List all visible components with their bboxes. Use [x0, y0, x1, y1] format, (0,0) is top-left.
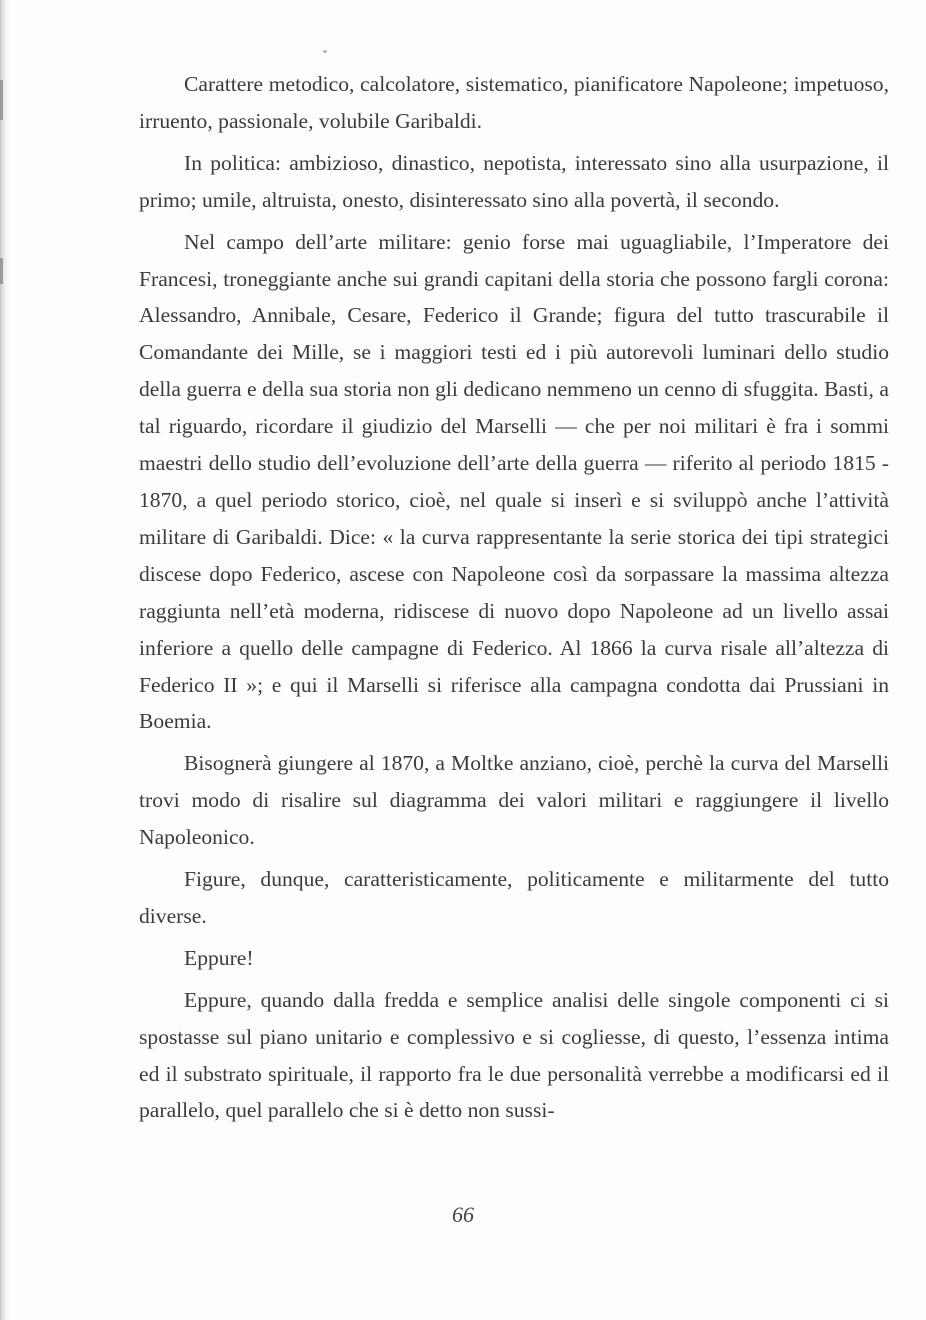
scan-speck: [323, 50, 327, 53]
paragraph: Figure, dunque, caratteristicamente, politicamente e militarmente del tutto diverse.: [139, 867, 889, 928]
paragraph: Nel campo dell’arte militare: genio forse mai uguagliabile, l’Imperatore dei Francesi, troneggiante anche sui grandi capitani della storia che possono fargli corona: Alessandro, Annibale, Cesare, Federico il Grande; figura del tutto trascurabile il Comandante dei Mille, se i maggiori testi ed i più autorevoli luminari dello studio della guerra e della sua storia non gli dedicano nemmeno un cenno di sfuggita. Basti, a tal riguardo, ricordare il giudizio del Marselli — che per noi militari è fra i sommi maestri dello studio dell’evoluzione dell’arte della guerra — riferito al periodo 1815 - 1870, a quel periodo storico, cioè, nel quale si inserì e si sviluppò anche l’attività militare di Garibaldi. Dice: « la curva rappresentante la serie storica dei tipi strategici discese dopo Federico, ascese con Napoleone così da sorpassare la massima altezza raggiunta nell’età moderna, ridiscese di nuovo dopo Napoleone ad un livello assai inferiore a quello delle campagne di Federico. Al 1866 la curva risale all’altezza di Federico II »; e qui il Marselli si riferisce alla campagna condotta dai Prussiani in Boemia.: [139, 229, 889, 734]
body-text: [139, 66, 889, 1134]
page-number: 66: [452, 1202, 474, 1227]
paragraph: Carattere metodico, calcolatore, sistematico, pianificatore Napoleone; impetuoso, irruento, passionale, volubile Garibaldi.: [139, 72, 889, 133]
paragraph: Eppure, quando dalla fredda e semplice analisi delle singole componenti ci si spostasse sul piano unitario e complessivo e si cogliesse, di questo, l’essenza intima ed il substrato spirituale, il rapporto fra le due personalità verrebbe a modificarsi ed il parallelo, quel parallelo che si è detto non sussi-: [139, 987, 889, 1123]
binding-mark: [0, 80, 3, 120]
page-binding-edge: [0, 0, 10, 1320]
binding-mark: [0, 258, 3, 284]
paragraph: Eppure!: [184, 945, 254, 970]
paragraph: In politica: ambizioso, dinastico, nepotista, interessato sino alla usurpazione, il primo; umile, altruista, onesto, disinteressato sino alla povertà, il secondo.: [139, 150, 889, 212]
paragraph: Bisognerà giungere al 1870, a Moltke anziano, cioè, perchè la curva del Marselli trovi modo di risalire sul diagramma dei valori militari e raggiungere il livello Napoleonico.: [139, 751, 889, 850]
